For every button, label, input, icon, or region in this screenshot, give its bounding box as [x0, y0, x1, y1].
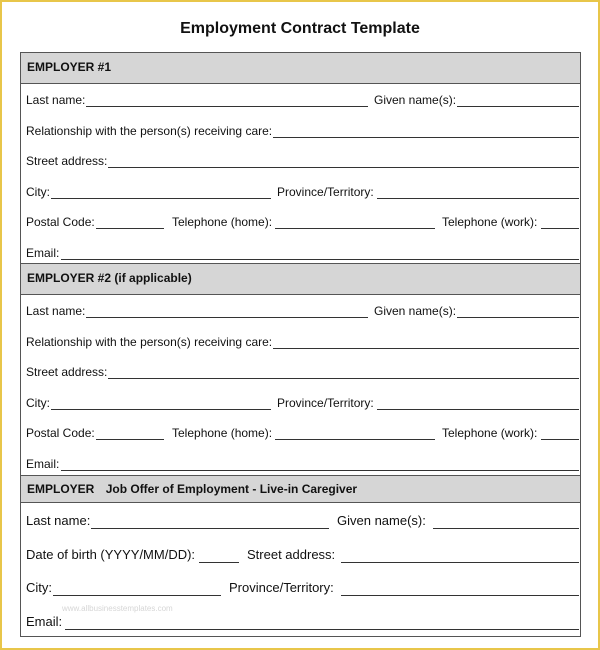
province-field[interactable]	[341, 595, 579, 596]
employer2-phone-row	[21, 417, 580, 448]
tel-work-field[interactable]	[541, 439, 579, 440]
street-field[interactable]	[108, 167, 579, 168]
last-name-field[interactable]	[86, 317, 368, 318]
city-label: City:	[26, 184, 50, 199]
tel-home-field[interactable]	[275, 228, 435, 229]
employer2-header: EMPLOYER #2 (if applicable)	[21, 264, 580, 295]
province-field[interactable]	[377, 409, 579, 410]
email-label: Email:	[26, 245, 60, 260]
employer3-city-row	[21, 570, 580, 604]
employer1-header: EMPLOYER #1	[21, 53, 580, 84]
document-title: Employment Contract Template	[180, 20, 420, 37]
employer1-name-row	[21, 84, 580, 115]
employer3-header	[21, 476, 580, 503]
postal-field[interactable]	[96, 439, 164, 440]
employer2-section	[20, 263, 581, 479]
email-field[interactable]	[65, 629, 579, 630]
employer2-city-row	[21, 387, 580, 418]
watermark: www.allbusinesstemplates.com	[62, 604, 173, 613]
province-label: Province/Territory:	[229, 580, 334, 595]
employer1-phone-row	[21, 206, 580, 237]
employer3-header-label: EMPLOYER	[27, 482, 95, 496]
postal-label: Postal Code:	[26, 215, 95, 229]
relationship-field[interactable]	[273, 137, 579, 138]
city-label: City:	[26, 395, 50, 410]
given-names-field[interactable]	[433, 528, 579, 529]
given-names-field[interactable]	[457, 317, 579, 318]
province-label: Province/Territory:	[277, 395, 374, 410]
employer1-relationship-row	[21, 115, 580, 146]
email-field[interactable]	[61, 470, 579, 471]
city-field[interactable]	[51, 198, 271, 199]
employer1-section	[20, 52, 581, 268]
tel-home-field[interactable]	[275, 439, 435, 440]
street-label: Street address:	[247, 546, 336, 562]
email-field[interactable]	[61, 259, 579, 260]
last-name-label: Last name:	[26, 93, 86, 107]
given-names-label: Given name(s):	[374, 304, 457, 318]
street-label: Street address:	[26, 154, 108, 168]
street-field[interactable]	[108, 378, 579, 379]
city-field[interactable]	[53, 595, 221, 596]
city-field[interactable]	[51, 409, 271, 410]
tel-work-label: Telephone (work):	[442, 426, 538, 440]
dob-field[interactable]	[199, 562, 239, 563]
tel-work-label: Telephone (work):	[442, 215, 538, 229]
relationship-field[interactable]	[273, 348, 579, 349]
employer2-email-row	[21, 448, 580, 479]
given-names-label: Given name(s):	[337, 513, 426, 528]
email-label: Email:	[26, 456, 60, 471]
employer1-street-row	[21, 145, 580, 176]
tel-home-label: Telephone (home):	[172, 426, 273, 440]
tel-home-label: Telephone (home):	[172, 215, 273, 229]
last-name-label: Last name:	[26, 513, 91, 528]
relationship-label: Relationship with the person(s) receiving care:	[26, 123, 273, 138]
city-label: City:	[26, 580, 52, 595]
province-field[interactable]	[377, 198, 579, 199]
postal-label: Postal Code:	[26, 426, 95, 440]
employer2-relationship-row	[21, 326, 580, 357]
last-name-field[interactable]	[86, 106, 368, 107]
employer3-header-subtitle: Job Offer of Employment - Live-in Caregiver	[105, 482, 358, 496]
given-names-label: Given name(s):	[374, 93, 457, 107]
given-names-field[interactable]	[457, 106, 579, 107]
postal-field[interactable]	[96, 228, 164, 229]
employer2-name-row	[21, 295, 580, 326]
email-label: Email:	[26, 613, 63, 629]
employer3-name-row	[21, 503, 580, 537]
employer1-city-row	[21, 176, 580, 207]
street-field[interactable]	[341, 562, 579, 563]
street-label: Street address:	[26, 365, 108, 379]
tel-work-field[interactable]	[541, 228, 579, 229]
relationship-label: Relationship with the person(s) receiving care:	[26, 334, 273, 349]
last-name-label: Last name:	[26, 304, 86, 318]
employer3-dob-row	[21, 537, 580, 571]
dob-label: Date of birth (YYYY/MM/DD):	[26, 546, 196, 562]
employer2-street-row	[21, 356, 580, 387]
province-label: Province/Territory:	[277, 184, 374, 199]
last-name-field[interactable]	[91, 528, 329, 529]
